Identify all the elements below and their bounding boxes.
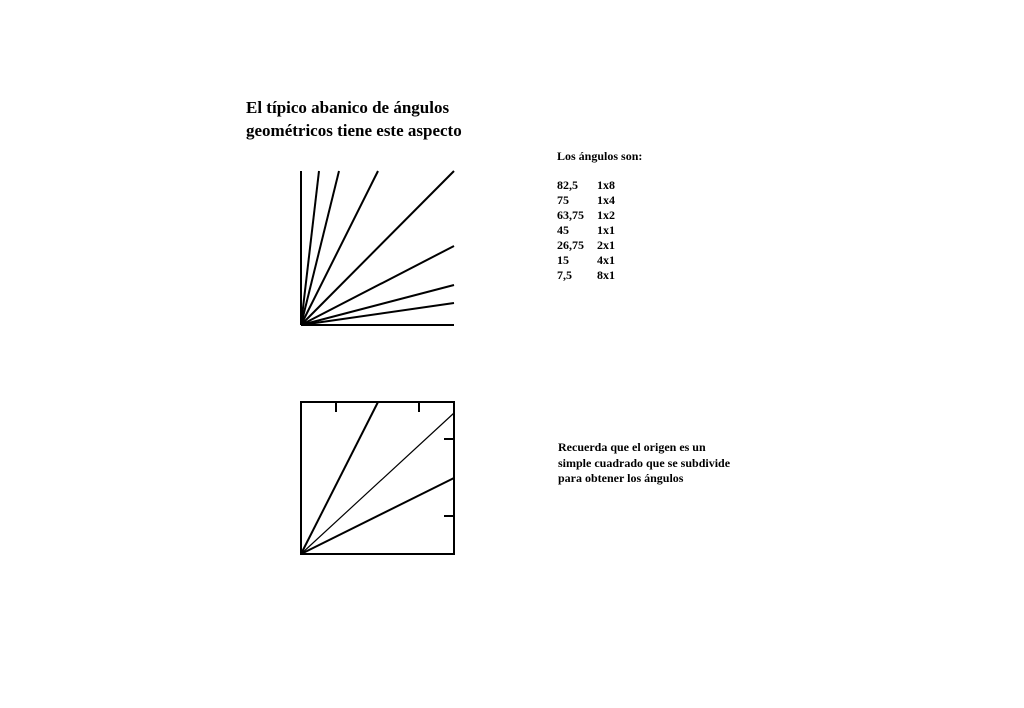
angle-ratio: 8x1 bbox=[597, 268, 615, 282]
angle-ratio: 4x1 bbox=[597, 253, 615, 267]
angle-degrees: 82,5 bbox=[557, 178, 578, 192]
angle-degrees: 63,75 bbox=[557, 208, 584, 222]
angle-degrees: 45 bbox=[557, 223, 569, 237]
angle-ratio: 1x8 bbox=[597, 178, 615, 192]
square-construction-diagram bbox=[301, 402, 454, 554]
title-line-2: geométricos tiene este aspecto bbox=[246, 121, 462, 140]
fan-ray-45 bbox=[301, 171, 454, 325]
angle-row bbox=[557, 238, 615, 253]
fan-ray-82-5 bbox=[301, 171, 319, 325]
square-diagonal bbox=[301, 413, 454, 554]
fan-ray-15 bbox=[301, 285, 454, 325]
angle-degrees: 26,75 bbox=[557, 238, 584, 252]
angle-ratio: 1x4 bbox=[597, 193, 615, 207]
angles-heading: Los ángulos son: bbox=[557, 149, 643, 163]
angle-row bbox=[557, 193, 615, 208]
angle-ratio: 2x1 bbox=[597, 238, 615, 252]
fan-ray-75 bbox=[301, 171, 339, 325]
note-line-3: para obtener los ángulos bbox=[558, 471, 684, 485]
angle-degrees: 15 bbox=[557, 253, 569, 267]
title-line-1: El típico abanico de ángulos bbox=[246, 98, 450, 117]
note-text bbox=[558, 440, 730, 487]
angle-row bbox=[557, 208, 615, 223]
angle-row bbox=[557, 253, 615, 268]
angle-degrees: 7,5 bbox=[557, 268, 572, 282]
angle-row bbox=[557, 178, 615, 193]
note-line-1: Recuerda que el origen es un bbox=[558, 440, 706, 454]
fan-ray-63-75 bbox=[301, 171, 378, 325]
angle-ratio: 1x1 bbox=[597, 223, 615, 237]
square-ray-to-side bbox=[301, 478, 454, 554]
origin-square bbox=[301, 402, 454, 554]
angle-row bbox=[557, 223, 615, 238]
note-line-2: simple cuadrado que se subdivide bbox=[558, 455, 731, 470]
angle-fan-diagram bbox=[301, 171, 454, 325]
angle-degrees: 75 bbox=[557, 193, 569, 207]
angle-row bbox=[557, 268, 615, 283]
angle-ratio: 1x2 bbox=[597, 208, 615, 222]
square-ray-to-top bbox=[301, 402, 378, 554]
angles-table bbox=[557, 178, 615, 283]
